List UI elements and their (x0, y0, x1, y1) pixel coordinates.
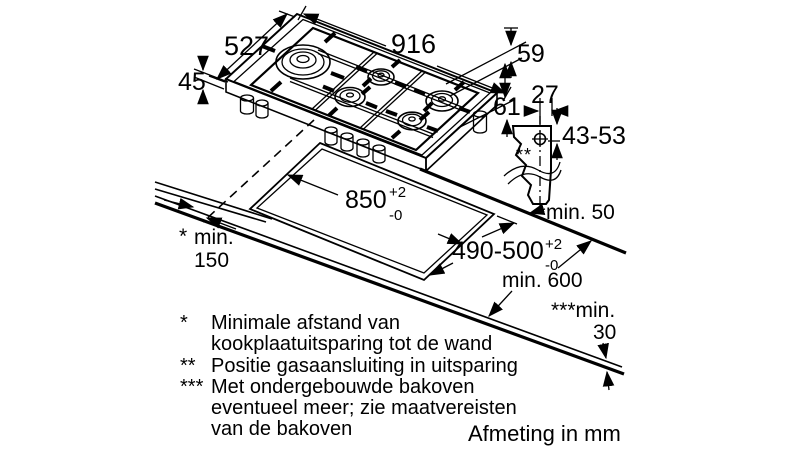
counter-depth-label: min. 600 (502, 269, 583, 292)
dim-depth-label: 527 (224, 31, 270, 61)
dim-gas-offset-h-label: 27 (531, 81, 559, 109)
dim-gas-offset-v-label: 43-53 (562, 122, 626, 150)
burner-back-middle (368, 69, 394, 85)
clearance-side-value: 150 (194, 249, 230, 272)
hob-front-face (226, 79, 426, 171)
dim-cutout-depth-tol-up: +2 (545, 236, 563, 253)
grate-frame (251, 28, 478, 150)
note-1-line-1: Minimale afstand van (211, 312, 400, 334)
dim-line-cutout-width (288, 175, 338, 195)
note-2-line-1: Positie gasaansluiting in uitsparing (211, 355, 518, 377)
dim-cutout-width-tol-up: +2 (389, 184, 407, 201)
side-wall-line (155, 182, 272, 219)
clearance-side-label: min. (194, 226, 234, 249)
note-2-marker: ** (180, 355, 196, 377)
units-label: Afmeting in mm (468, 421, 621, 446)
burner-front-middle (335, 88, 365, 107)
knob-1[interactable] (256, 100, 268, 118)
counter-thickness-value: 30 (593, 321, 617, 344)
dim-cutout-width-label: 850 (345, 186, 387, 214)
counter-thickness-marker: ***min. (551, 299, 616, 322)
dim-width-label: 916 (391, 29, 437, 59)
note-3-line-2: eventueel meer; zie maatvereisten (211, 397, 517, 419)
gas-connection-detail (504, 116, 561, 212)
note-1-line-2: kookplaatuitsparing tot de wand (211, 333, 493, 355)
dim-cutout-width-tol-down: -0 (389, 207, 403, 224)
dim-cutout-depth-tol-down: -0 (545, 257, 559, 274)
note-3-line-1: Met ondergebouwde bakoven (211, 376, 475, 398)
note-3-marker: *** (180, 376, 204, 398)
dim-grate-height-label: 59 (517, 40, 545, 68)
gas-marker-label: ** (516, 145, 533, 165)
dim-body-height-label: 61 (493, 93, 521, 121)
cutout-extension-line (497, 216, 517, 224)
knob-2[interactable] (325, 127, 337, 145)
dim-cutout-depth-label: 490-500 (452, 237, 544, 265)
note-1-marker: * (180, 312, 188, 334)
burner-front-right (398, 112, 426, 130)
note-3-line-3: van de bakoven (211, 418, 353, 440)
zone-divider (363, 73, 425, 130)
clearance-back-label: min. 50 (546, 201, 615, 224)
clearance-side-marker: * (179, 225, 188, 248)
burner-large-wok (276, 45, 330, 79)
control-knobs[interactable] (256, 100, 385, 163)
dim-front-height-label: 45 (178, 68, 206, 96)
